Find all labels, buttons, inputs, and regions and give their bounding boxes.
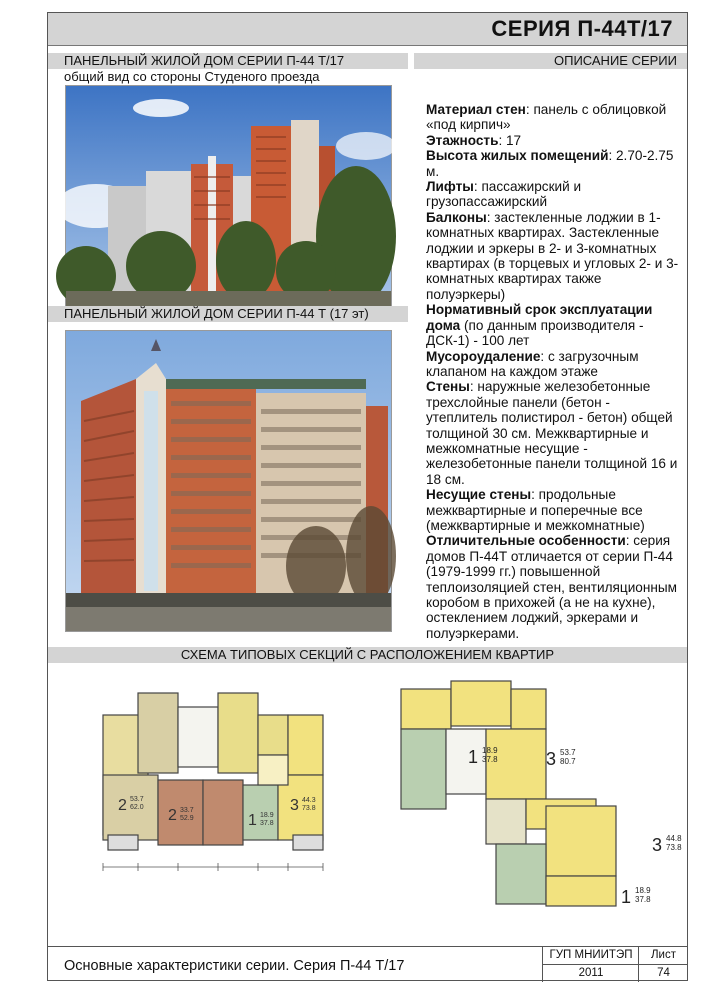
- photo1-caption-bar: [48, 53, 408, 69]
- footer-sheet-box: [638, 947, 688, 982]
- right-plan-rooms-2: 3: [546, 749, 557, 769]
- footer-sheet-label: Лист: [651, 949, 676, 961]
- right-plan-area-3b: 73.8: [666, 843, 682, 852]
- desc-item: Стены: наружные железобетонные трехслойные панели (бетон - утеплитель полистирол - бетон) общей толщиной 30 см. Межквартирные и межкомнатные несущие - железобетонные панели толщиной 16 и 18 см.: [426, 379, 678, 487]
- right-plan-area-2b: 80.7: [560, 757, 576, 766]
- right-plan-area-1b: 37.8: [482, 755, 498, 764]
- right-plan-area-1a: 18.9: [482, 746, 498, 755]
- desc-item: Отличительные особенности: серия домов П-44Т отличается от серии П-44 (1979-1999 гг.) повышенной теплоизоляцией стен, вентиляционным коробом в прихожей (а не на кухне), остеклением лоджий, эркерами и полуэркерами.: [426, 533, 677, 641]
- desc-item: Лифты: пассажирский и грузопассажирский: [426, 179, 582, 210]
- description-heading-bar: [414, 53, 687, 69]
- description-text: [426, 102, 682, 641]
- left-plan-area-3b: 37.8: [260, 820, 274, 827]
- building-photo-1: [65, 85, 392, 307]
- left-plan-area-4b: 73.8: [302, 805, 316, 812]
- footer-org-box: [542, 947, 639, 982]
- photo2-caption: ПАНЕЛЬНЫЙ ЖИЛОЙ ДОМ СЕРИИ П-44 Т (17 эт): [64, 306, 369, 321]
- desc-item: Нормативный срок эксплуатации дома (по данным производителя - ДСК-1) - 100 лет: [426, 302, 653, 349]
- desc-item: Материал стен: панель с облицовкой «под кирпич»: [426, 102, 667, 133]
- desc-item: Балконы: застекленные лоджии в 1-комнатных квартирах. Застекленные лоджии и эркеры в 2- и 3-комнатных квартирах (в торцевых и угловых 2- и 3-комнатных квартирах также полуэркеры): [426, 209, 679, 302]
- right-plan-area-4b: 37.8: [635, 895, 651, 904]
- footer: [48, 946, 687, 982]
- right-plan-rooms-1: 1: [468, 747, 479, 767]
- footer-org: ГУП МНИИТЭП: [549, 949, 633, 961]
- right-plan-rooms-3: 3: [652, 835, 663, 855]
- desc-item: Несущие стены: продольные межквартирные и поперечные все (межквартирные и межкомнатные): [426, 487, 645, 533]
- desc-item: Мусороудаление: с загрузочным клапаном на каждом этаже: [426, 348, 639, 379]
- right-plan-rooms-4: 1: [621, 887, 632, 907]
- left-plan-rooms-3: 1: [248, 812, 257, 829]
- plans-heading: СХЕМА ТИПОВЫХ СЕКЦИЙ С РАСПОЛОЖЕНИЕМ КВАРТИР: [180, 647, 555, 662]
- left-plan-area-1a: 53.7: [130, 796, 144, 803]
- left-plan-area-2b: 52.9: [180, 815, 194, 822]
- desc-item: Высота жилых помещений: 2.70-2.75 м.: [426, 148, 674, 179]
- footer-sheet-number: 74: [657, 967, 670, 979]
- left-plan-area-4a: 44.3: [302, 797, 316, 804]
- left-plan-rooms-1: 2: [118, 797, 127, 814]
- left-plan-rooms-2: 2: [168, 807, 177, 824]
- footer-title: Основные характеристики серии. Серия П-44 Т/17: [64, 958, 405, 974]
- document-frame: [47, 12, 688, 981]
- left-plan-area-1b: 62.0: [130, 804, 144, 811]
- left-plan-area-3a: 18.9: [260, 812, 274, 819]
- series-title: СЕРИЯ П-44Т/17: [491, 16, 673, 41]
- right-plan-area-2a: 53.7: [560, 748, 576, 757]
- floor-plan-left: [98, 685, 338, 885]
- header-bar: [48, 13, 687, 46]
- building-photo-2: [65, 330, 392, 632]
- right-plan-area-3a: 44.8: [666, 834, 682, 843]
- left-plan-area-2a: 33.7: [180, 807, 194, 814]
- left-plan-rooms-4: 3: [290, 797, 299, 814]
- description-heading: ОПИСАНИЕ СЕРИИ: [553, 53, 677, 68]
- right-plan-area-4a: 18.9: [635, 886, 651, 895]
- photo1-caption: ПАНЕЛЬНЫЙ ЖИЛОЙ ДОМ СЕРИИ П-44 Т/17: [64, 53, 345, 68]
- photo2-caption-bar: [48, 306, 408, 322]
- footer-year: 2011: [578, 967, 604, 979]
- plans-heading-bar: [48, 647, 687, 663]
- desc-item: Этажность: 17: [426, 132, 522, 148]
- floor-plan-right: [396, 681, 682, 913]
- photo1-subcaption: общий вид со стороны Студеного проезда: [64, 69, 320, 84]
